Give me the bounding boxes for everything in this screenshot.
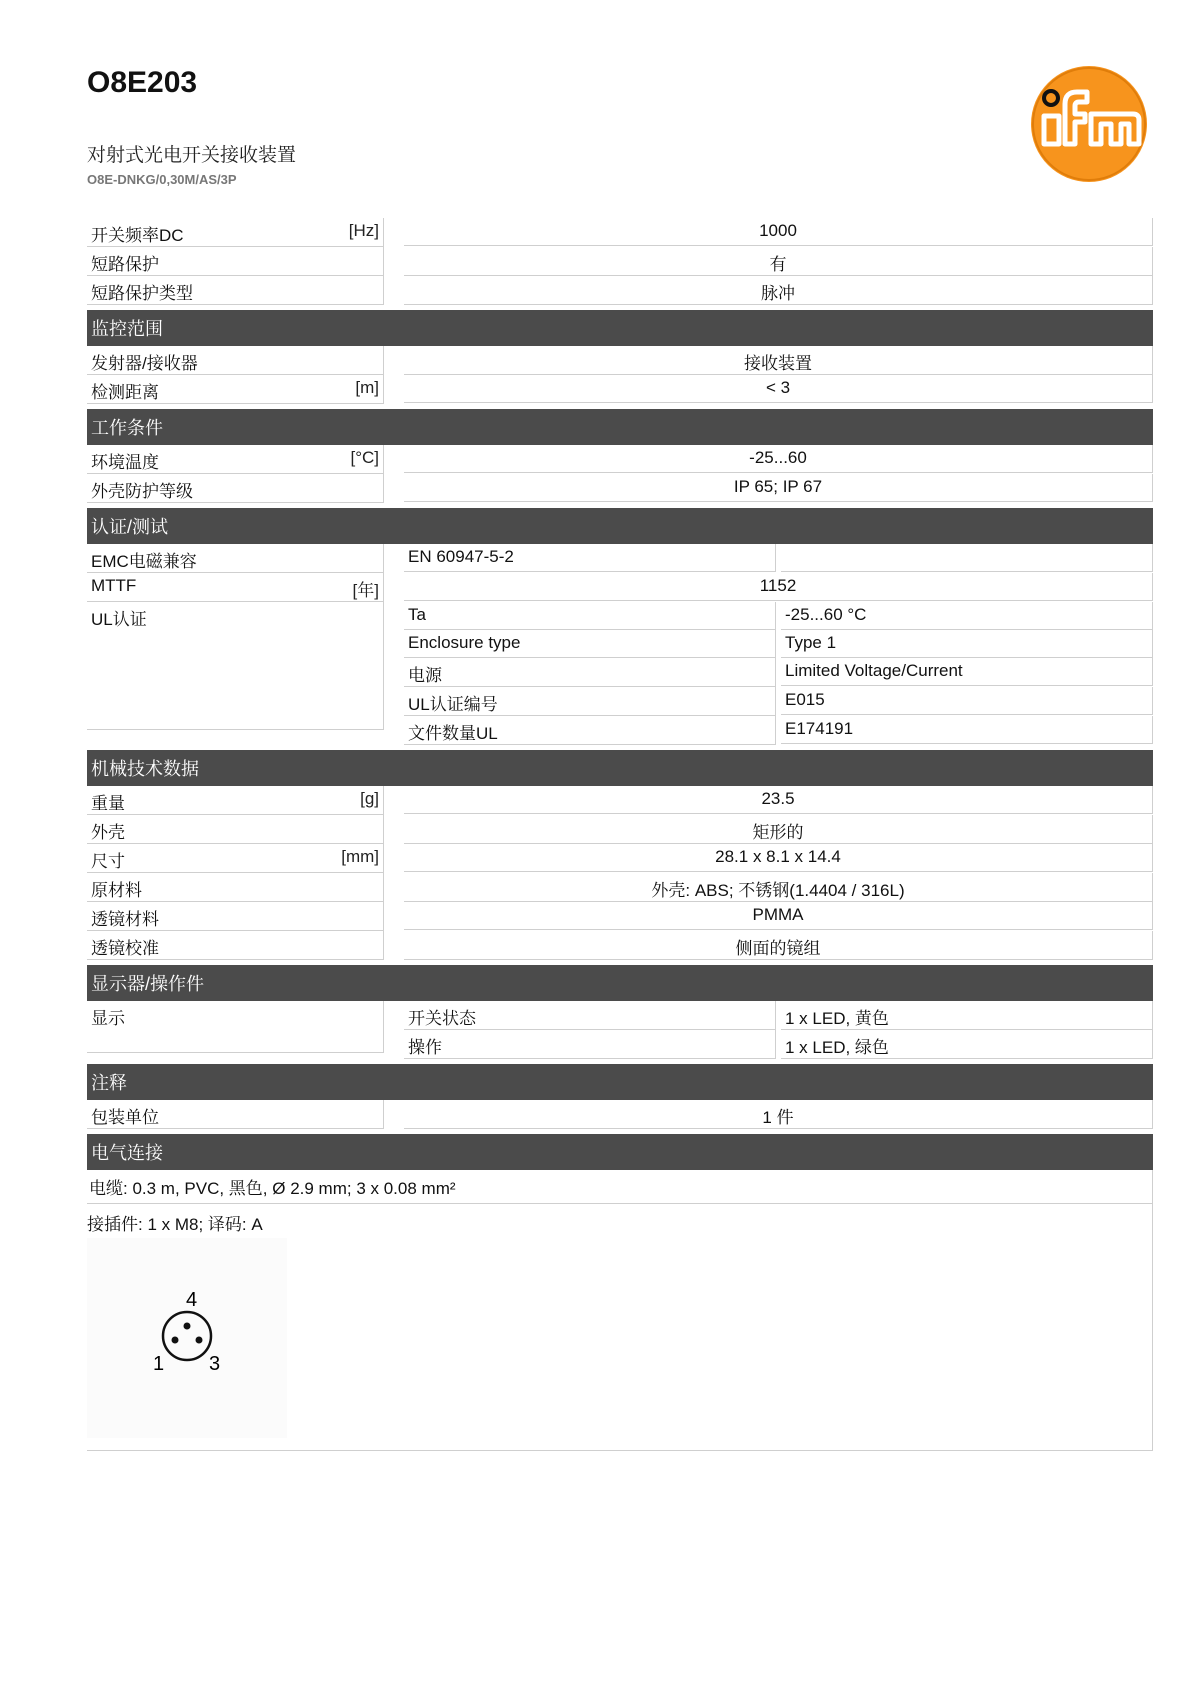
spec-value: 1152 [404, 573, 1153, 601]
spec-row [87, 602, 1153, 745]
spec-value: 矩形的 [404, 815, 1153, 844]
ul-value: Type 1 [781, 630, 1153, 658]
spec-key: 开关频率DC [91, 226, 184, 245]
spec-row [87, 247, 1153, 276]
spec-value-empty [781, 544, 1153, 572]
connector-spec: 接插件: 1 x M8; 译码: A [87, 1215, 263, 1234]
spec-row [87, 218, 1153, 247]
spec-key: 透镜材料 [91, 910, 159, 929]
spec-value: 脉冲 [404, 276, 1153, 305]
section-header-mechanical: 机械技术数据 [87, 750, 1153, 786]
product-code: O8E-DNKG/0,30M/AS/3P [87, 172, 237, 187]
spec-value: 1 件 [404, 1100, 1153, 1129]
spec-key: 外壳防护等级 [91, 482, 193, 501]
display-value: 1 x LED, 黄色 [781, 1001, 1153, 1030]
spec-row [87, 1100, 1153, 1129]
pin-label: 1 [153, 1353, 165, 1375]
spec-row [87, 873, 1153, 902]
spec-key: 外壳 [91, 823, 125, 842]
ul-key: UL认证编号 [404, 687, 776, 716]
spec-key: UL认证 [91, 610, 147, 629]
spec-key: 检测距离 [91, 383, 159, 402]
ul-value: E015 [781, 687, 1153, 715]
spec-key: 尺寸 [91, 852, 125, 871]
product-title: O8E203 [87, 66, 198, 99]
section-header-display: 显示器/操作件 [87, 965, 1153, 1001]
connector-box [87, 1204, 1153, 1451]
spec-key: 短路保护类型 [91, 284, 193, 303]
spec-key: 透镜校准 [91, 939, 159, 958]
ul-key: 文件数量UL [404, 716, 776, 745]
spec-key: 原材料 [91, 881, 142, 900]
spec-value: 侧面的镜组 [404, 931, 1153, 960]
cable-spec: 电缆: 0.3 m, PVC, 黑色, Ø 2.9 mm; 3 x 0.08 mm² [87, 1170, 1153, 1204]
spec-row [87, 375, 1153, 404]
section-header-monitoring: 监控范围 [87, 310, 1153, 346]
section-header-operating: 工作条件 [87, 409, 1153, 445]
ul-key: Ta [404, 602, 776, 630]
spec-row [87, 815, 1153, 844]
pin-label: 4 [186, 1289, 198, 1311]
pinout-diagram [87, 1238, 287, 1438]
spec-key: 环境温度 [91, 453, 159, 472]
spec-value: -25...60 [404, 445, 1153, 473]
spec-unit: [m] [355, 378, 379, 397]
spec-value: < 3 [404, 375, 1153, 403]
spec-row [87, 1001, 1153, 1059]
ul-key: 电源 [404, 658, 776, 687]
spec-key: 包装单位 [91, 1108, 159, 1127]
spec-key: 重量 [91, 794, 125, 813]
product-subtitle: 对射式光电开关接收装置 [87, 145, 297, 166]
spec-row [87, 573, 1153, 602]
spec-value: 有 [404, 247, 1153, 276]
spec-row [87, 474, 1153, 503]
ul-value: E174191 [781, 716, 1153, 744]
spec-row [87, 276, 1153, 305]
spec-unit: [年] [352, 581, 379, 600]
spec-unit: [°C] [350, 448, 379, 467]
spec-row [87, 786, 1153, 815]
spec-row [87, 844, 1153, 873]
display-key: 操作 [404, 1030, 776, 1059]
display-value: 1 x LED, 绿色 [781, 1030, 1153, 1059]
ul-value: Limited Voltage/Current [781, 658, 1153, 686]
section-header-approvals: 认证/测试 [87, 508, 1153, 544]
spec-value: IP 65; IP 67 [404, 474, 1153, 502]
spec-key: 短路保护 [91, 255, 159, 274]
spec-value: 23.5 [404, 786, 1153, 814]
spec-key: MTTF [91, 576, 137, 595]
spec-row [87, 346, 1153, 375]
spec-row [87, 544, 1153, 573]
spec-value: PMMA [404, 902, 1153, 930]
ul-key: Enclosure type [404, 630, 776, 658]
spec-value: 1000 [404, 218, 1153, 246]
spec-value: EN 60947-5-2 [404, 544, 776, 572]
spec-row [87, 445, 1153, 474]
spec-unit: [mm] [341, 847, 379, 866]
spec-key: 显示 [91, 1009, 125, 1028]
pin-label: 3 [209, 1353, 221, 1375]
m8-pinout-icon [87, 1238, 287, 1438]
ul-value: -25...60 °C [781, 602, 1153, 630]
spec-value: 28.1 x 8.1 x 14.4 [404, 844, 1153, 872]
spec-value: 接收装置 [404, 346, 1153, 375]
spec-value: 外壳: ABS; 不锈钢(1.4404 / 316L) [404, 873, 1153, 902]
section-header-remarks: 注释 [87, 1064, 1153, 1100]
spec-key: EMC电磁兼容 [91, 552, 197, 571]
spec-key: 发射器/接收器 [91, 354, 198, 373]
section-header-electrical: 电气连接 [87, 1134, 1153, 1170]
ifm-logo-icon [1029, 64, 1149, 184]
display-key: 开关状态 [404, 1001, 776, 1030]
spec-table [87, 218, 1153, 1451]
spec-unit: [g] [360, 789, 379, 808]
spec-row [87, 902, 1153, 931]
spec-unit: [Hz] [348, 221, 379, 240]
spec-row [87, 931, 1153, 960]
